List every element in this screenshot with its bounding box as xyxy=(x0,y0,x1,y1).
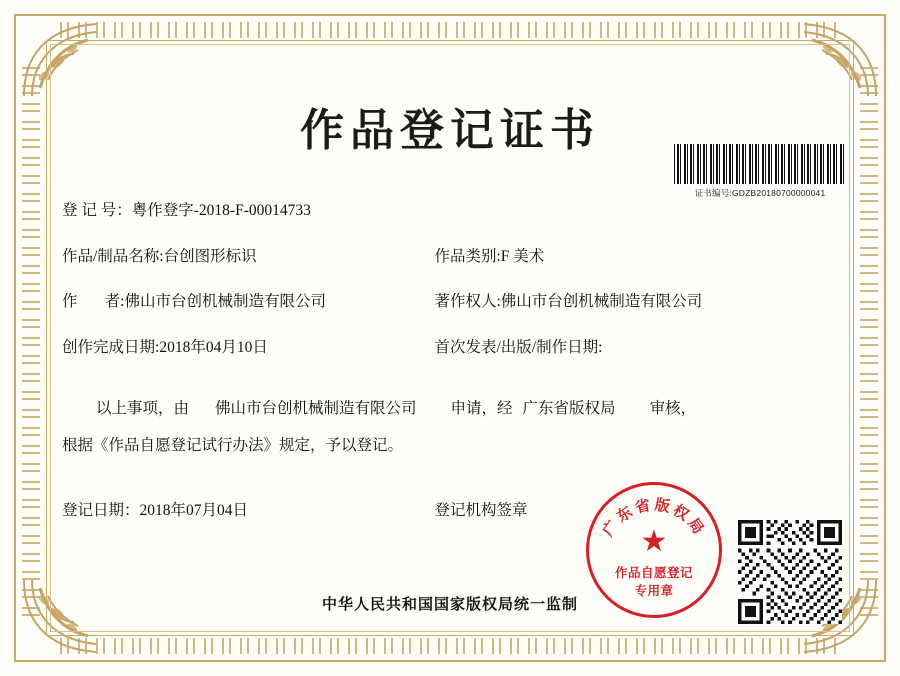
border-band-bottom xyxy=(60,638,840,654)
owner-label: 著作权人: xyxy=(434,293,501,311)
seal-caption: 登记机构签章 xyxy=(434,502,528,520)
statement-block xyxy=(62,391,838,464)
certificate-content xyxy=(62,56,838,620)
barcode-icon xyxy=(674,144,844,184)
field-work-type xyxy=(434,248,838,267)
barcode-number xyxy=(674,187,846,199)
field-reg-date xyxy=(62,498,434,520)
field-row-reg-no xyxy=(62,202,838,221)
statement-applicant: 佛山市台创机械制造有限公司 xyxy=(215,400,417,418)
work-type-value: F 美术 xyxy=(500,247,545,265)
statement-middle: 申请，经 xyxy=(450,400,513,418)
work-name-label: 作品/制品名称: xyxy=(62,247,164,265)
field-owner xyxy=(434,293,838,312)
statement-line-1 xyxy=(62,391,838,427)
field-reg-no xyxy=(62,202,838,221)
author-value: 佛山市台创机械制造有限公司 xyxy=(124,293,326,311)
seal-line-2: 专用章 xyxy=(634,584,674,598)
statement-prefix: 以上事项，由 xyxy=(96,400,190,418)
statement-suffix: 审核， xyxy=(649,400,697,418)
first-publish-label: 首次发表/出版/制作日期: xyxy=(434,338,603,356)
border-band-right xyxy=(860,60,878,616)
reg-date-label: 登记日期： xyxy=(62,502,140,520)
author-label: 作 者: xyxy=(62,293,125,311)
field-work-name xyxy=(62,248,434,267)
field-row-author xyxy=(62,293,838,312)
fields-block xyxy=(62,202,838,357)
statement-line-2: 根据《作品自愿登记试行办法》规定，予以登记。 xyxy=(62,436,404,454)
svg-text:广东省版权局: 广东省版权局 xyxy=(600,497,708,540)
field-created-date xyxy=(62,339,434,358)
reg-no-value: 粤作登字-2018-F-00014733 xyxy=(131,202,311,219)
work-type-label: 作品类别: xyxy=(434,247,501,265)
qr-code-icon xyxy=(738,520,842,624)
created-date-value: 2018年04月10日 xyxy=(159,338,268,356)
statement-authority: 广东省版权局 xyxy=(522,400,616,418)
footer-text: 中华人民共和国国家版权局统一监制 xyxy=(321,597,578,613)
field-author xyxy=(62,293,434,312)
reg-no-label: 登 记 号： xyxy=(62,202,132,219)
created-date-label: 创作完成日期: xyxy=(62,338,160,356)
barcode-value: GDZB20180700000041 xyxy=(731,188,826,198)
work-name-value: 台创图形标识 xyxy=(163,247,257,265)
field-row-work xyxy=(62,248,838,267)
barcode-label: 证书编号: xyxy=(694,188,732,198)
reg-date-value: 2018年07月04日 xyxy=(139,502,249,520)
page-title: 作品登记证书 xyxy=(300,106,600,155)
seal-star-icon: ★ xyxy=(640,525,668,558)
barcode-block xyxy=(674,144,846,199)
field-first-publish xyxy=(434,339,838,358)
border-band-top xyxy=(60,22,840,38)
bottom-row xyxy=(62,498,838,520)
seal-line-1: 作品自愿登记 xyxy=(614,566,693,580)
official-seal-icon xyxy=(586,482,722,618)
field-row-dates xyxy=(62,339,838,358)
owner-value: 佛山市台创机械制造有限公司 xyxy=(500,293,703,311)
border-band-left xyxy=(22,60,40,616)
